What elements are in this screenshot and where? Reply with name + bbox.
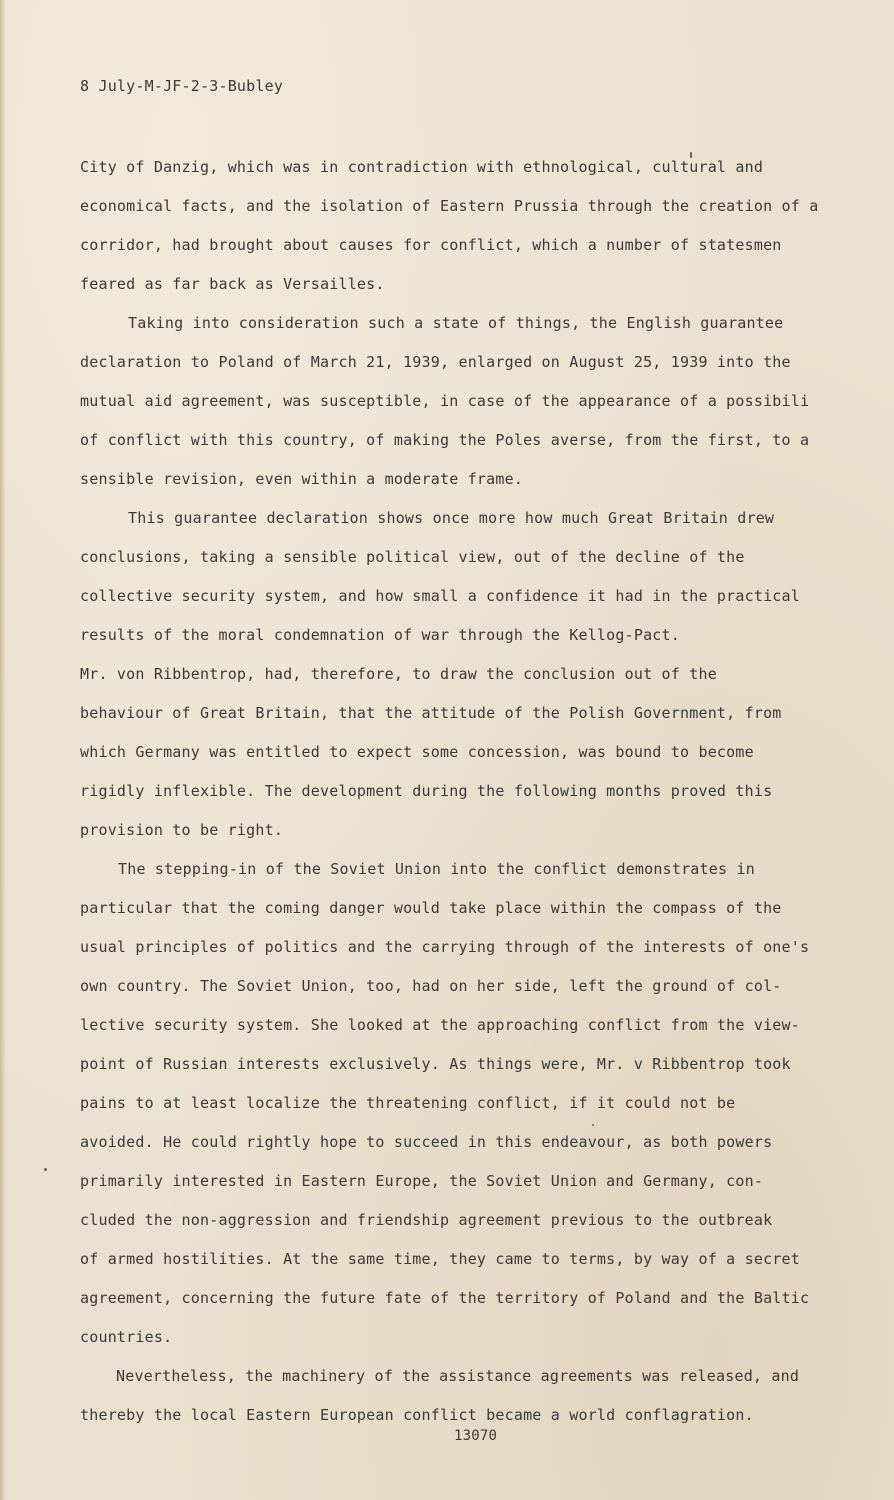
- text-line: This guarantee declaration shows once more how much Great Britain drew: [128, 509, 775, 527]
- paragraph-conclusion: [80, 1357, 870, 1435]
- paragraph-danzig: [80, 148, 870, 304]
- text-line: own country. The Soviet Union, too, had on her side, left the ground of col-: [80, 977, 782, 995]
- text-line: declaration to Poland of March 21, 1939, enlarged on August 25, 1939 into the: [80, 353, 791, 371]
- page-number: 13070: [454, 1428, 498, 1444]
- text-line: Mr. von Ribbentrop, had, therefore, to draw the conclusion out of the: [80, 665, 717, 683]
- text-line: of armed hostilities. At the same time, they came to terms, by way of a secret: [80, 1250, 800, 1268]
- paragraph-guarantee: [80, 304, 870, 499]
- text-line: collective security system, and how small a confidence it had in the practical: [80, 587, 800, 605]
- text-line: feared as far back as Versailles.: [80, 275, 385, 293]
- text-line: particular that the coming danger would take place within the compass of the: [80, 899, 782, 917]
- document-reference-header: 8 July-M-JF-2-3-Bubley: [80, 77, 284, 95]
- text-line: Taking into consideration such a state of things, the English guarantee: [128, 314, 784, 332]
- page-edge-shadow: [0, 0, 6, 1500]
- text-line: cluded the non-aggression and friendship agreement previous to the outbreak: [80, 1211, 773, 1229]
- text-line: mutual aid agreement, was susceptible, in case of the appearance of a possibili: [80, 392, 810, 410]
- paper-speck: [592, 1124, 594, 1126]
- paragraph-ribbentrop: [80, 655, 870, 850]
- text-line: provision to be right.: [80, 821, 284, 839]
- text-line: Nevertheless, the machinery of the assistance agreements was released, and: [116, 1367, 800, 1385]
- text-line: avoided. He could rightly hope to succeed in this endeavour, as both powers: [80, 1133, 773, 1151]
- text-line: behaviour of Great Britain, that the attitude of the Polish Government, from: [80, 704, 782, 722]
- text-line: lective security system. She looked at the approaching conflict from the view-: [80, 1016, 800, 1034]
- text-line: primarily interested in Eastern Europe, the Soviet Union and Germany, con-: [80, 1172, 764, 1190]
- text-line: corridor, had brought about causes for conflict, which a number of statesmen: [80, 236, 782, 254]
- text-line: agreement, concerning the future fate of the territory of Poland and the Baltic: [80, 1289, 810, 1307]
- text-line: The stepping-in of the Soviet Union into the conflict demonstrates in: [118, 860, 755, 878]
- paper-speck: [44, 1168, 47, 1171]
- text-line: results of the moral condemnation of war through the Kellog-Pact.: [80, 626, 680, 644]
- text-line: point of Russian interests exclusively. As things were, Mr. v Ribbentrop took: [80, 1055, 791, 1073]
- text-line: City of Danzig, which was in contradiction with ethnological, cultural and: [80, 158, 764, 176]
- text-line: conclusions, taking a sensible political view, out of the decline of the: [80, 548, 745, 566]
- text-line: pains to at least localize the threatening conflict, if it could not be: [80, 1094, 736, 1112]
- text-line: countries.: [80, 1328, 173, 1346]
- document-body: [80, 148, 870, 1435]
- paper-speck: [690, 152, 692, 158]
- paragraph-soviet-union: [80, 850, 870, 1357]
- text-line: rigidly inflexible. The development during the following months proved this: [80, 782, 773, 800]
- paragraph-great-britain: [80, 499, 870, 655]
- text-line: sensible revision, even within a moderate frame.: [80, 470, 524, 488]
- text-line: usual principles of politics and the carrying through of the interests of one's: [80, 938, 810, 956]
- text-line: of conflict with this country, of making the Poles averse, from the first, to a: [80, 431, 810, 449]
- text-line: thereby the local Eastern European conflict became a world conflagration.: [80, 1406, 754, 1424]
- text-line: economical facts, and the isolation of Eastern Prussia through the creation of a: [80, 197, 819, 215]
- text-line: which Germany was entitled to expect some concession, was bound to become: [80, 743, 754, 761]
